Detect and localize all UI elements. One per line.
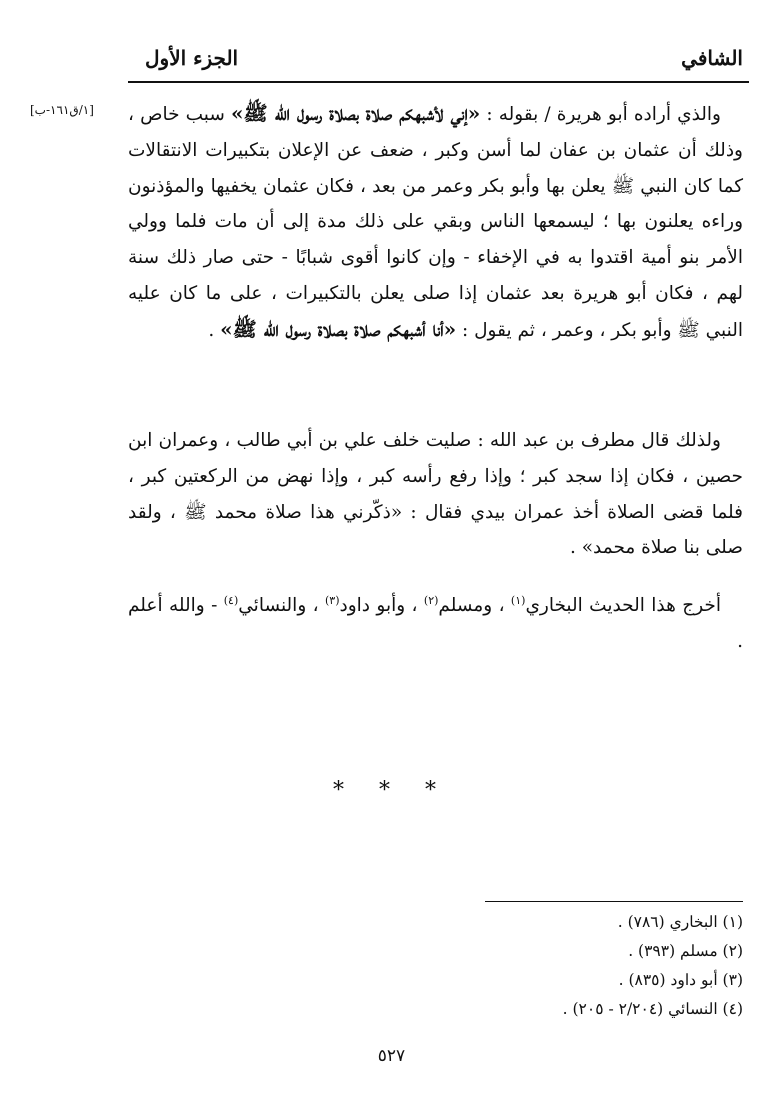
paragraph-3 <box>128 588 743 660</box>
footnotes <box>563 908 743 1024</box>
footnote-1: (١) البخاري (٧٨٦) . <box>617 913 743 931</box>
paragraph-2 <box>128 423 743 566</box>
paragraph-3-d: ، والنسائي <box>238 595 325 616</box>
paragraph-1-body: سبب خاص ، وذلك أن عثمان بن عفان لما أسن وكبر ، ضعف عن الإعلان بتكبيرات الانتقالات كما كان النبي ﷺ يعلن بها وأبو بكر وعمر من بعد ، فكان عثمان يخفيها والمؤذنون وراءه يعلنون بها ؛ ليسمعها الناس وبقي على ذلك مدة إلى أن مات فلما وولي الأمر بنو أمية اقتدوا به في الإخفاء - وإن كانوا أقوى شبابًا - حتى صار ذلك سنة لهم ، فكان أبو هريرة بعد عثمان إذا صلى يعلن بالتكبيرات ، على ما كان عليه النبي ﷺ وأبو بكر ، وعمر ، ثم يقول : <box>128 104 743 341</box>
footnote-3: (٣) أبو داود (٨٣٥) . <box>618 971 743 989</box>
footnote-4: (٤) النسائي (٢/٢٠٤ - ٢٠٥) . <box>562 1000 743 1018</box>
header-rule <box>128 81 749 83</box>
manuscript-margin-reference: [١/ق١٦١-ب] <box>30 103 94 117</box>
footnote-ref-1: (١) <box>510 593 526 607</box>
paragraph-3-b: ، ومسلم <box>438 595 511 616</box>
footnote-2: (٢) مسلم (٣٩٣) . <box>628 942 743 960</box>
paragraph-2-text: ولذلك قال مطرف بن عبد الله : صليت خلف علي بن أبي طالب ، وعمران ابن حصين ، فكان إذا سجد كبر ؛ وإذا رفع رأسه كبر ، وإذا نهض من الركعتين كبر ، فلما قضى الصلاة أخذ عمران بيدي فقال : «ذكّرني هذا صلاة محمد ﷺ ، ولقد صلى بنا صلاة محمد» . <box>128 430 743 559</box>
hadith-quote-1: «إني لأشبهكم صلاة بصلاة رسول الله ﷺ» <box>230 101 481 125</box>
footnote-rule <box>485 901 743 902</box>
footnote-ref-2: (٢) <box>423 593 439 607</box>
volume-label: الجزء الأول <box>145 46 239 70</box>
page-number: ٥٢٧ <box>377 1046 406 1066</box>
paragraph-3-e: - والله أعلم . <box>128 595 743 652</box>
footnote-ref-4: (٤) <box>223 593 239 607</box>
paragraph-3-c: ، وأبو داود <box>339 595 424 616</box>
paragraph-1-intro: والذي أراده أبو هريرة / بقوله : <box>480 104 721 125</box>
paragraph-3-a: أخرج هذا الحديث البخاري <box>525 595 721 616</box>
section-separator: * * * <box>333 778 450 803</box>
hadith-quote-2: «أنا أشبهكم صلاة بصلاة رسول الله ﷺ» <box>220 316 457 341</box>
book-title: الشافي <box>681 46 743 70</box>
footnote-ref-3: (٣) <box>324 593 340 607</box>
paragraph-1 <box>128 96 743 349</box>
paragraph-1-end: . <box>208 319 221 341</box>
